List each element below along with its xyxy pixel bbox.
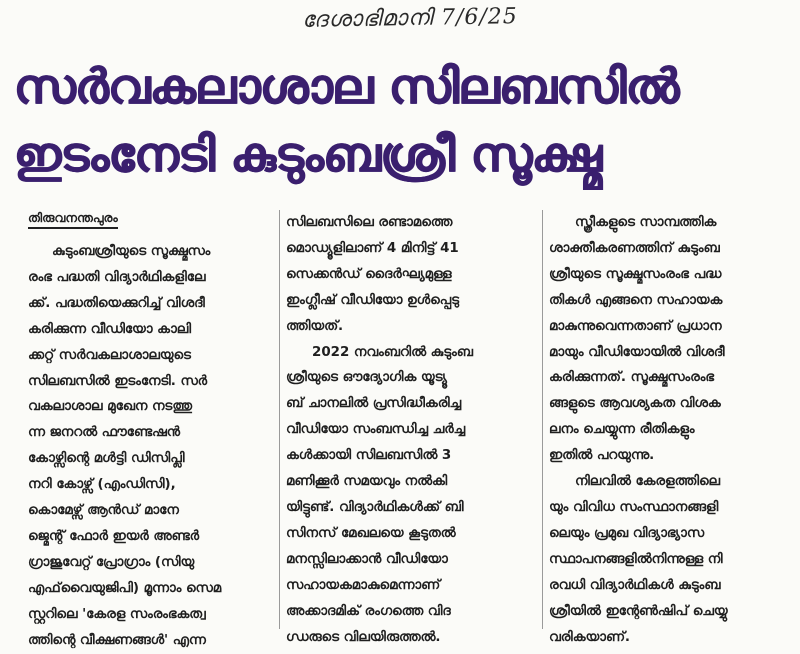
body-line: മാകുന്നുവെന്നതാണ് പ്രധാന [549, 318, 722, 334]
article-column-1 [28, 206, 272, 654]
body-line: സ്റ്ററിലെ 'കേരള സംരംഭകത്വ [28, 606, 206, 622]
body-line: ശ്രീയുടെ സൂക്ഷ്മസംരംഭ പദ്ധ [549, 266, 722, 282]
body-line: ലനം ചെയ്യുന്ന രീതികളും [549, 422, 695, 438]
body-line: മായും വീഡിയോയിൽ വിശദീ [549, 344, 725, 360]
body-line: കുടുംബശ്രീയുടെ സൂക്ഷ്മസം [52, 244, 211, 259]
body-line: കരിക്കുന്നത്. സൂക്ഷ്മസംരംഭ [549, 370, 714, 386]
body-line: ലെയും പ്രമുഖ വിദ്യാഭ്യാസ [549, 525, 704, 541]
body-line: മണിക്കൂർ സമയവും നൽകി [286, 474, 448, 490]
headline-line-2: ഇടംനേടി കുടുംബശ്രീ സൂക്ഷ്മ [14, 127, 602, 183]
body-line: ഗ്രാജുവേറ്റ് പ്രോഗ്രാം (സിയു [28, 554, 195, 570]
body-line: ത്തിയത്. [286, 318, 344, 334]
body-line: ങ്ങളുടെ ആവശ്യകത വിശക [549, 396, 721, 412]
body-line: ത്തിന്റെ വീക്ഷണങ്ങൾ' എന്ന [28, 632, 206, 648]
article-column-2 [286, 210, 536, 650]
column-divider [542, 210, 543, 629]
body-line: ശ്രീയുടെ ഔദ്യോഗിക യൂട്യൂ [286, 370, 447, 386]
body-line: തികൾ എങ്ങനെ സഹായക [549, 292, 723, 308]
headline-line-1: സർവകലാശാല സിലബസിൽ [14, 59, 679, 115]
body-line: സ്ത്രീകളുടെ സാമ്പത്തിക [575, 215, 717, 230]
body-line: ബ് ചാനലിൽ പ്രസിദ്ധീകരിച്ച [286, 396, 462, 412]
body-line: ന്ന ജനറൽ ഫൗണ്ടേഷൻ [28, 425, 180, 441]
handwritten-source-date-note: ദേശാഭിമാനി 7/6/25 [301, 4, 519, 33]
article-column-3 [549, 210, 789, 650]
column-divider [279, 210, 280, 629]
body-line: ഗ്ധരുടെ വിലയിരുത്തൽ. [286, 629, 441, 645]
body-line: അക്കാദമിക് രംഗത്തെ വിദ [286, 603, 451, 619]
body-line: കൊമേഴ്സ് ആൻഡ് മാനേ [28, 503, 179, 519]
body-line: ശാക്തീകരണത്തിന് കുടുംബ [549, 240, 720, 256]
body-line: ഇംഗ്ലീഷ് വീഡിയോ ഉൾപ്പെടു [286, 292, 459, 308]
body-line: കോഴ്സിന്റെ മൾട്ടി ഡിസിപ്ലി [28, 451, 185, 467]
body-line: സഹായകമാകുമെന്നാണ് [286, 577, 441, 593]
body-line: 2022 നവംബറിൽ കുടുംബ [312, 344, 473, 360]
body-line: ശ്രീയിൽ ഇന്റേൺഷിപ് ചെയ്യു [549, 603, 728, 619]
body-line: സിലബസിലെ രണ്ടാമത്തെ [286, 215, 453, 230]
body-line: ജ്മെന്റ് ഫോർ ഇയർ അണ്ടർ [28, 528, 200, 544]
body-line: സിലബസിൽ ഇടംനേടി. സർ [28, 373, 207, 389]
body-line: സെക്കൻഡ് ദൈർഘ്യമുള്ള [286, 266, 452, 282]
body-line: മൊഡ്യൂളിലാണ് 4 മിനിട്ട് 41 [286, 240, 459, 256]
body-line: യിട്ടുണ്ട്. വിദ്യാർഥികൾക്ക് ബി [286, 499, 464, 515]
body-line: കൾക്കായി സിലബസിൽ 3 [286, 448, 452, 464]
body-line: രവധി വിദ്യാർഥികൾ കുടുംബ [549, 577, 721, 593]
body-line: നറി കോഴ്സ് (എംഡിസി), [28, 477, 176, 493]
body-line: സ്ഥാപനങ്ങളിൽനിന്നുള്ള നി [549, 551, 723, 567]
body-line: വരികയാണ്. [549, 629, 630, 645]
body-line: ഇതിൽ പറയുന്നു. [549, 448, 655, 464]
body-line: ക്ക്. പദ്ധതിയെക്കുറിച്ച് വിശദീ [28, 295, 205, 311]
body-line: സിനസ് മേഖലയെ കൂടുതൽ [286, 525, 456, 541]
body-line: നിലവിൽ കേരളത്തിലെ [575, 474, 720, 490]
body-line: രംഭ പദ്ധതി വിദ്യാർഥികളിലേ [28, 269, 206, 285]
body-line: വകലാശാല മുഖേന നടത്തു [28, 399, 192, 415]
body-line: എഫ്‌വൈയുജിപി) മൂന്നാം സെമ [28, 580, 222, 596]
body-line: യും വിവിധ സംസ്ഥാനങ്ങളി [549, 499, 719, 515]
body-line: വീഡിയോ സംബന്ധിച്ച ചർച്ച [286, 422, 466, 438]
body-line: കരിക്കുന്ന വീഡിയോ കാലി [28, 321, 192, 337]
dateline: തിരുവനന്തപുരം [28, 209, 118, 229]
body-line: മനസ്സിലാക്കാൻ വീഡിയോ [286, 551, 448, 567]
body-line: ക്കറ്റ് സർവകലാശാലയുടെ [28, 347, 191, 363]
